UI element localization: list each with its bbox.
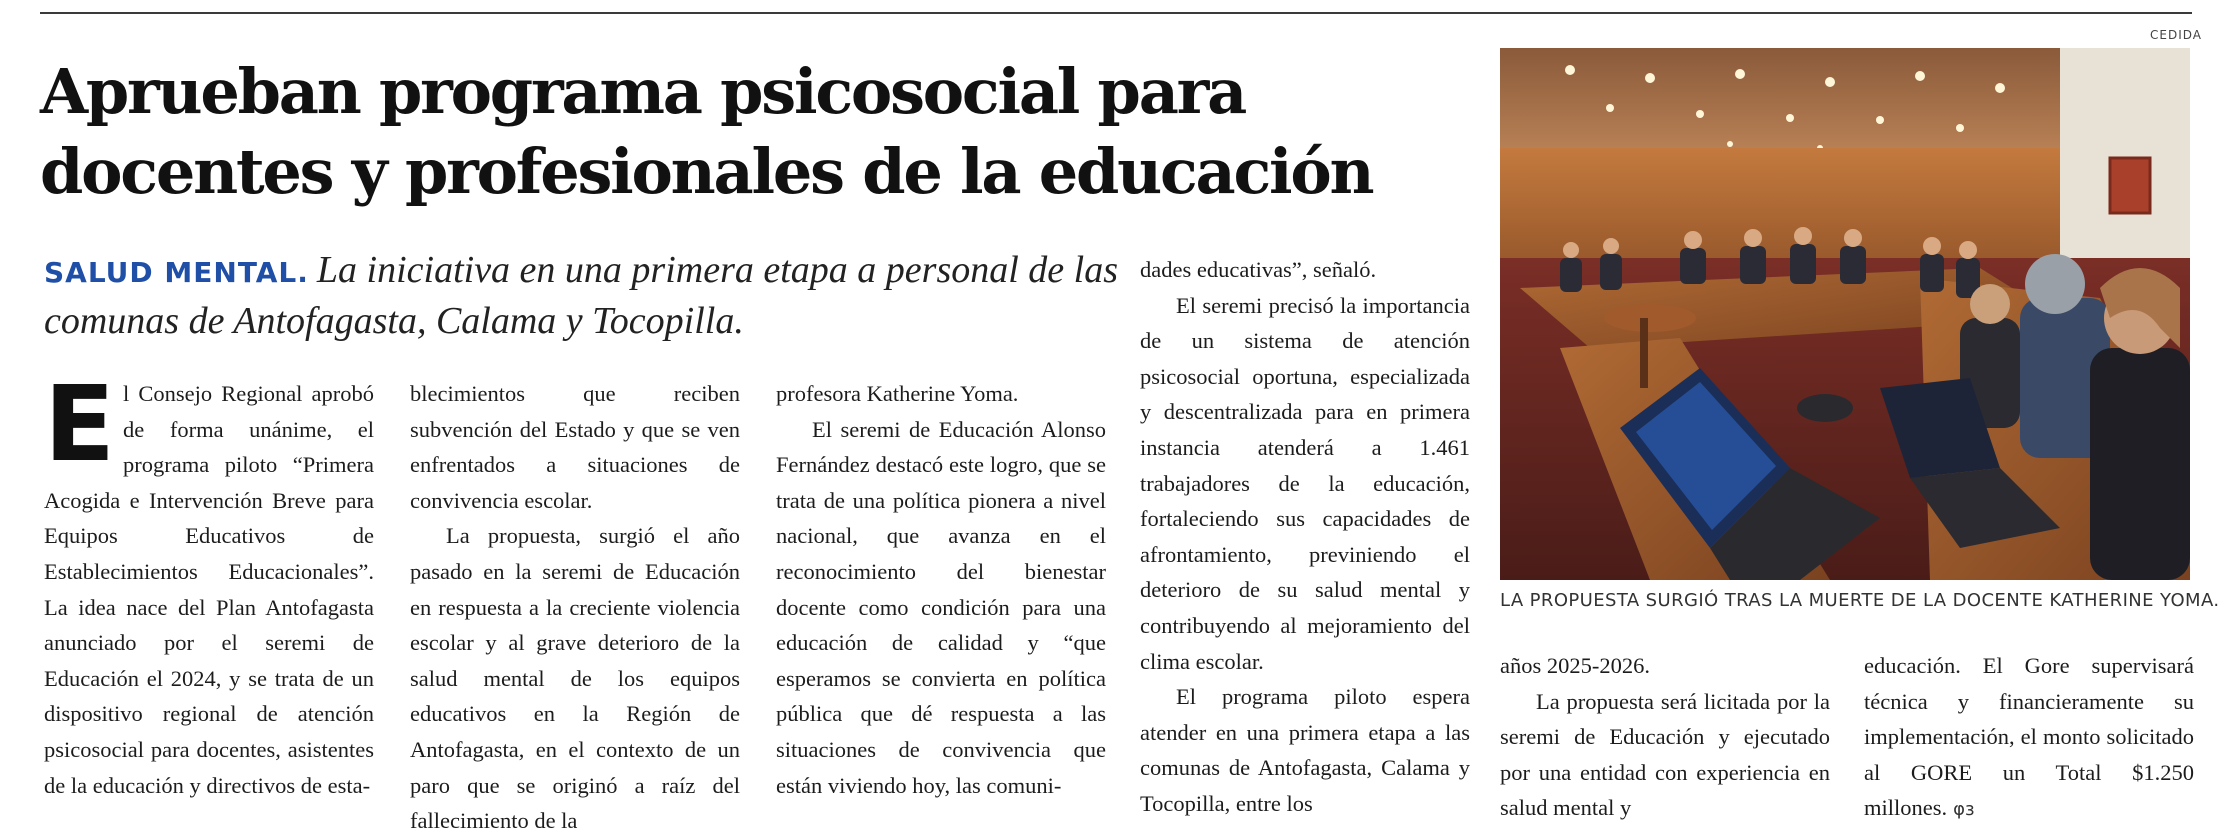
paragraph: profesora Katherine Yoma. <box>776 381 1019 406</box>
top-rule <box>40 12 2192 14</box>
photo-caption: LA PROPUESTA SURGIÓ TRAS LA MUERTE DE LA DOCENTE KATHERINE YOMA. <box>1500 590 2220 611</box>
photo-credit: CEDIDA <box>2150 28 2202 42</box>
paragraph: blecimientos que reciben subvención del Estado y que se ven enfrentados a situaciones de convivencia escolar. <box>410 381 740 513</box>
body-column-4 <box>1140 252 1470 822</box>
body-column-2 <box>410 376 740 839</box>
meeting-photo-illustration <box>1500 48 2190 580</box>
deck-text: La iniciativa en una primera etapa a personal de las comunas de Antofagasta, Calama y Tocopilla. <box>44 249 1119 342</box>
section-kicker: SALUD MENTAL. <box>44 256 309 289</box>
paragraph: La propuesta será licitada por la seremi de Educación y ejecutado por una entidad con experiencia en salud mental y <box>1500 688 1830 821</box>
paragraph: dades educativas”, señaló. <box>1140 257 1377 282</box>
paragraph: La propuesta, surgió el año pasado en la seremi de Educación en respuesta a la creciente violencia escolar y al grave deterioro de la salud mental de los equipos educativos en la Región de Antofagasta, en el contexto de un paro que se originó a raíz del fallecimiento de la <box>410 523 740 834</box>
end-mark-icon: φз <box>1953 799 1975 821</box>
body-column-5 <box>1500 648 1830 826</box>
paragraph: El seremi de Educación Alonso Fernández destacó este logro, que se trata de una política pionera a nivel nacional, que avanza en el reconocimiento del bienestar docente como condición para una educación de calidad y “que esperamos se convierta en política pública que dé respuesta a las situaciones de convivencia que están viviendo hoy, las comuni- <box>776 416 1106 798</box>
body-column-6 <box>1864 648 2194 828</box>
paragraph: años 2025-2026. <box>1500 653 1650 678</box>
meeting-photo <box>1500 48 2190 580</box>
headline <box>40 52 1460 212</box>
headline-line-2: docentes y profesionales de la educación <box>40 135 1373 208</box>
lead-deck <box>44 246 1134 345</box>
drop-cap: E <box>44 363 116 485</box>
paragraph: educación. El Gore supervisará técnica y financieramente su implementación, el monto solicitado al GORE un Total $1.250 millones. φз <box>1864 653 2194 821</box>
body-column-3 <box>776 376 1106 803</box>
paragraph: El programa piloto espera atender en una primera etapa a las comunas de Antofagasta, Calama y Tocopilla, entre los <box>1140 684 1470 816</box>
paragraph: El seremi precisó la importancia de un sistema de atención psicosocial oportuna, especializada y descentralizada para en primera instancia atenderá a 1.461 trabajadores de la educación, fortaleciendo sus capacidades de afrontamiento, previniendo el deterioro de su salud mental y contribuyendo al mejoramiento del clima escolar. <box>1140 292 1470 674</box>
body-column-1 <box>44 363 374 803</box>
headline-line-1: Aprueban programa psicosocial para <box>40 55 1246 128</box>
paragraph: El Consejo Regional aprobó de forma unánime, el programa piloto “Primera Acogida e Intervención Breve para Equipos Educativos de Establecimientos Educacionales”. La idea nace del Plan Antofagasta anunciado por el seremi de Educación el 2024, y se trata de un dispositivo regional de atención psicosocial para docentes, asistentes de la educación y directivos de esta- <box>44 363 374 798</box>
